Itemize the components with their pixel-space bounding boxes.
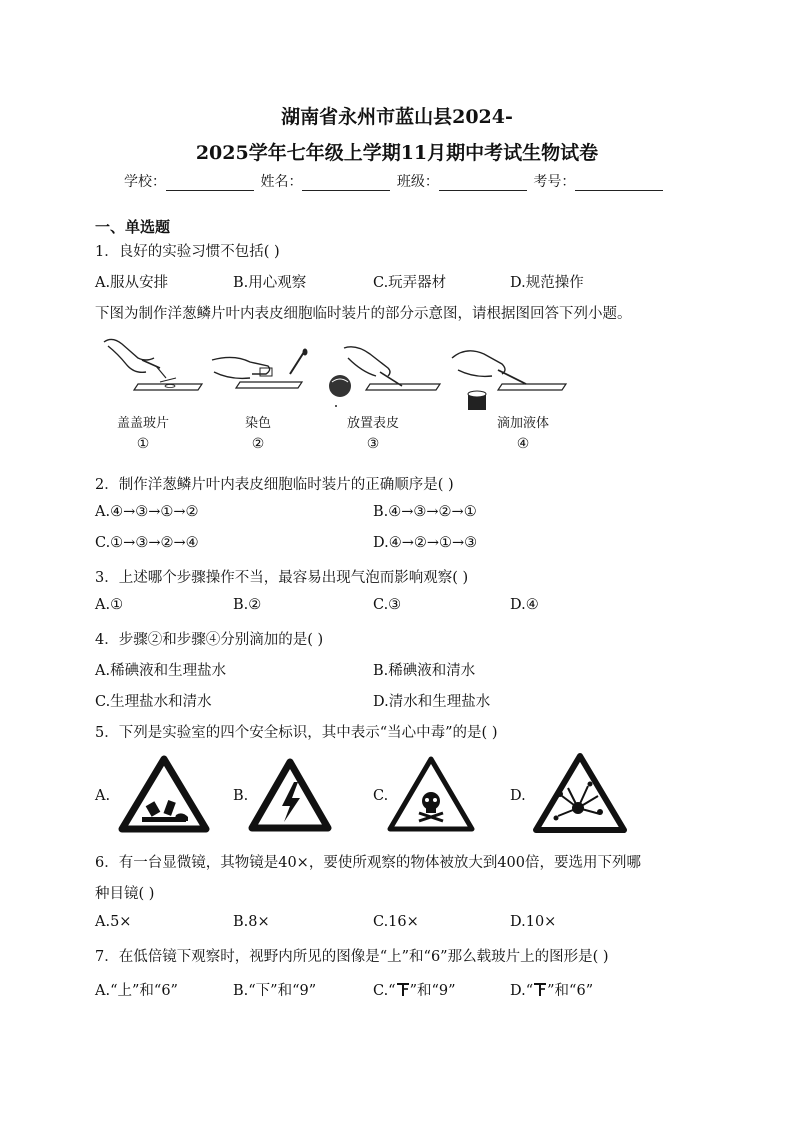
toxic-skull-sign-icon[interactable] (386, 755, 476, 833)
name-field[interactable] (302, 176, 390, 191)
figure-caption-2: 染色 (244, 416, 271, 431)
q7-option-b[interactable]: B.“下”和“9” (233, 983, 317, 999)
dropping-liquid-drawing (442, 338, 567, 418)
q4-option-d[interactable]: D.清水和生理盐水 (373, 694, 491, 710)
title-line-1: 湖南省永州市蓝山县2024- (281, 106, 513, 128)
figure-intro-text: 下图为制作洋葱鳞片叶内表皮细胞临时装片的部分示意图，请根据图回答下列小题。 (95, 306, 632, 322)
q3-option-b[interactable]: B.② (233, 597, 262, 613)
explosive-sign-icon[interactable] (532, 752, 628, 834)
inverted-shang-glyph-icon (533, 982, 547, 997)
q3-option-d[interactable]: D.④ (510, 597, 539, 613)
q4-option-c[interactable]: C.生理盐水和清水 (95, 694, 212, 710)
figure-caption-4: 滴加液体 (496, 416, 549, 431)
question-7-stem: 7．在低倍镜下观察时，视野内所见的图像是“上”和“6”那么载玻片上的图形是( ) (95, 949, 609, 965)
question-6-stem-line-1: 6．有一台显微镜，其物镜是40×，要使所观察的物体被放大到400倍，要选用下列哪 (95, 855, 641, 871)
q7-option-d-prefix: D.“ (510, 983, 534, 999)
section-heading: 一、单选题 (95, 218, 171, 236)
q7-option-c-suffix: ”和“9” (409, 983, 456, 999)
name-label: 姓名： (260, 174, 303, 190)
q1-option-d[interactable]: D.规范操作 (510, 275, 584, 291)
cover-slip-drawing (98, 332, 208, 407)
id-label: 考号： (533, 174, 576, 190)
figure-number-4: ④ (516, 436, 530, 452)
q4-option-a[interactable]: A.稀碘液和生理盐水 (95, 663, 227, 679)
school-field[interactable] (166, 176, 254, 191)
q3-option-a[interactable]: A.① (95, 597, 124, 613)
q6-option-c[interactable]: C.16× (373, 914, 419, 930)
school-label: 学校： (124, 174, 166, 190)
question-1-stem: 1．良好的实验习惯不包括( ) (95, 244, 280, 260)
figure-number-2: ② (251, 436, 265, 452)
question-2-stem: 2．制作洋葱鳞片叶内表皮细胞临时装片的正确顺序是( ) (95, 477, 454, 493)
class-label: 班级： (396, 174, 439, 190)
q6-option-a[interactable]: A.5× (95, 914, 132, 930)
q5-option-b[interactable]: B. (233, 788, 249, 804)
q1-option-c[interactable]: C.玩弄器材 (373, 275, 447, 291)
figure-caption-1: 盖盖玻片 (116, 416, 169, 431)
q5-option-c[interactable]: C. (373, 788, 389, 804)
placing-epidermis-drawing (326, 342, 446, 412)
q5-option-a[interactable]: A. (95, 788, 111, 804)
staining-drawing (210, 350, 320, 410)
electric-shock-sign-icon[interactable] (248, 758, 332, 832)
q7-option-a[interactable]: A.“上”和“6” (95, 983, 178, 999)
question-3-stem: 3．上述哪个步骤操作不当，最容易出现气泡而影响观察( ) (95, 570, 469, 586)
q2-option-d[interactable]: D.④→②→①→③ (373, 535, 478, 551)
title-line-2: 2025学年七年级上学期11月期中考试生物试卷 (195, 142, 599, 164)
student-info-row (124, 171, 665, 191)
figure-caption-3: 放置表皮 (346, 416, 399, 431)
q5-option-d[interactable]: D. (510, 788, 526, 804)
question-5-stem: 5．下列是实验室的四个安全标识，其中表示“当心中毒”的是( ) (95, 725, 498, 741)
q7-option-d[interactable] (510, 979, 593, 1000)
figure-number-1: ① (136, 436, 150, 452)
q7-option-c-prefix: C.“ (373, 983, 396, 999)
q2-option-a[interactable]: A.④→③→①→② (95, 504, 199, 520)
figure-number-3: ③ (366, 436, 380, 452)
q1-option-a[interactable]: A.服从安排 (95, 275, 169, 291)
class-field[interactable] (439, 176, 527, 191)
q1-option-b[interactable]: B.用心观察 (233, 275, 307, 291)
question-4-stem: 4．步骤②和步骤④分别滴加的是( ) (95, 632, 324, 648)
q6-option-b[interactable]: B.8× (233, 914, 270, 930)
q7-option-d-suffix: ”和“6” (547, 983, 594, 999)
q2-option-b[interactable]: B.④→③→②→① (373, 504, 477, 520)
q6-option-d[interactable]: D.10× (510, 914, 557, 930)
id-field[interactable] (575, 176, 663, 191)
corrosive-sign-icon[interactable] (118, 755, 210, 833)
slide-preparation-figure (98, 332, 568, 457)
inverted-shang-glyph-icon (396, 982, 410, 997)
q7-option-c[interactable] (373, 979, 456, 1000)
q4-option-b[interactable]: B.稀碘液和清水 (373, 663, 476, 679)
q3-option-c[interactable]: C.③ (373, 597, 402, 613)
q2-option-c[interactable]: C.①→③→②→④ (95, 535, 199, 551)
question-6-stem-line-2: 种目镜( ) (95, 886, 155, 902)
